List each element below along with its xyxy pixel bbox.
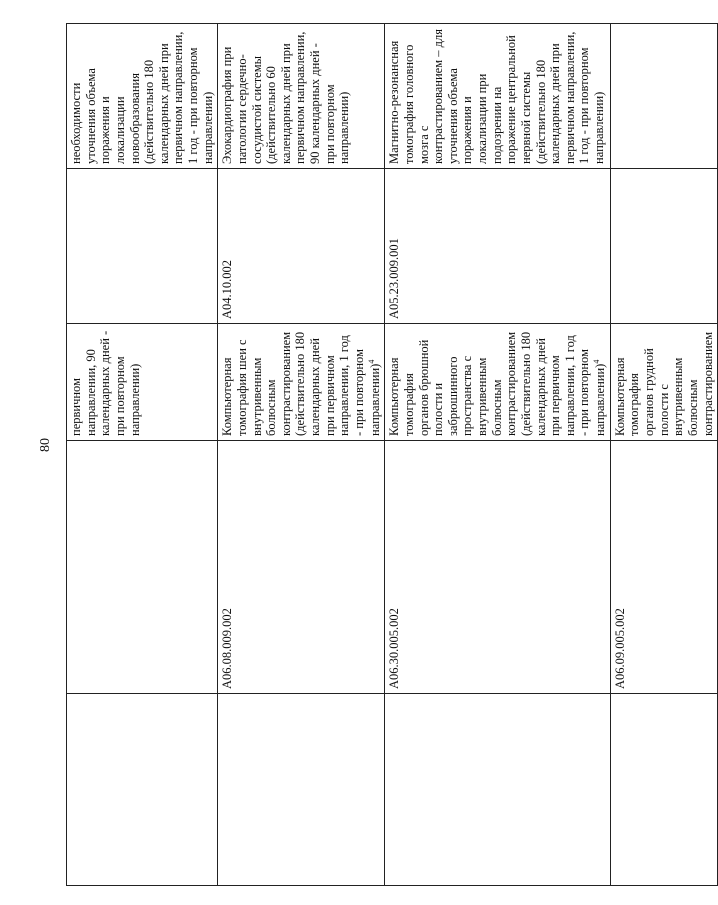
- services-table: [66, 23, 718, 886]
- service-name-cell: Эхокардиография при патологии сердечно-сосудистой системы (действительно 60 календарных дней при первичном направлении, 90 календарных дней - при повторном направлении): [218, 24, 385, 169]
- page-number: 80: [38, 438, 53, 452]
- service-name-text: Компьютерная томография органов брюшной полости и забрюшинного пространства с внутривенным болюсным контрастированием (действительно 180 календарных дней при первичном направлении, 1 год - при повторном направлении): [387, 331, 608, 436]
- table-container: [66, 24, 715, 886]
- empty-cell: [385, 694, 611, 886]
- empty-cell: [610, 694, 717, 886]
- empty-cell: [218, 694, 385, 886]
- service-name-cell: первичном направлении, 90 календарных дней - при повторном направлении): [67, 324, 218, 441]
- service-code-cell: A04.10.002: [218, 169, 385, 324]
- service-name-cell: [218, 324, 385, 441]
- table-row: [385, 24, 611, 886]
- footnote-mark: 4: [592, 359, 602, 364]
- service-code-cell: A05.23.009.001: [385, 169, 611, 324]
- service-name-cell: необходимости уточнения объема поражения и локализации новообразования (действительно 180 календарных дней при первичном направлении, 1 год - при повторном направлении): [67, 24, 218, 169]
- service-code-cell: A06.30.005.002: [385, 441, 611, 694]
- empty-cell: [67, 694, 218, 886]
- table-row: [610, 24, 717, 886]
- service-code-cell: A06.09.005.002: [610, 441, 717, 694]
- service-code-cell: [67, 169, 218, 324]
- footnote-mark: 4: [366, 359, 376, 364]
- service-name-cell: Магнитно-резонансная томография головного мозга с контрастированием – для уточнения объема поражения и локализации при подозрении на поражение центральной нервной системы (действительно 180 календарных дней при первичном направлении, 1 год - при повторном направлении): [385, 24, 611, 169]
- service-name-cell: [610, 24, 717, 169]
- service-code-cell: [67, 441, 218, 694]
- service-code-cell: A06.08.009.002: [218, 441, 385, 694]
- table-row: [67, 24, 218, 886]
- service-name-text: Компьютерная томография шеи с внутривенным болюсным контрастированием (действительно 180 календарных дней при первичном направлении, 1 год - при повторном направлении): [220, 331, 382, 436]
- table-row: [218, 24, 385, 886]
- service-name-cell: [385, 324, 611, 441]
- service-code-cell: [610, 169, 717, 324]
- service-name-cell: Компьютерная томография органов грудной полости с внутривенным болюсным контрастированием: [610, 324, 717, 441]
